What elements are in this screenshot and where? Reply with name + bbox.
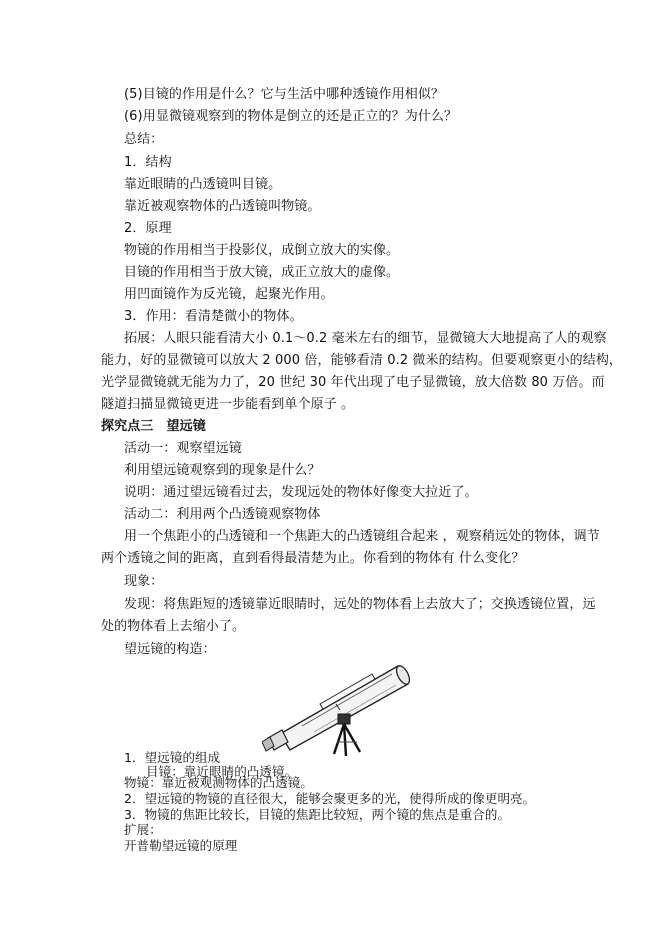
principle-line: 目镜的作用相当于放大镜，成正立放大的虚像。 <box>124 265 400 280</box>
extension-line: 隧道扫描显微镜更进一步能看到单个原子 。 <box>101 397 355 412</box>
function-line: 3．作用：看清楚微小的物体。 <box>124 309 303 324</box>
activity-two-line: 两个透镜之间的距离，直到看得最清楚为止。你看到的物体有 什么变化？ <box>101 551 525 566</box>
extension-line: 能力，好的显微镜可以放大 2 000 倍，能够看清 0.2 微米的结构。但要观察更小的结构， <box>101 353 623 368</box>
principle-line: 物镜的作用相当于投影仪，成倒立放大的实像。 <box>124 243 400 258</box>
construction-label: 望远镜的构造： <box>124 642 216 657</box>
structure-line: 靠近被观察物体的凸透镜叫物镜。 <box>124 199 321 214</box>
extension-heading: 扩展： <box>124 822 162 837</box>
structure-heading: 1．结构 <box>124 155 172 170</box>
kepler-line: 开普勒望远镜的原理 <box>124 838 238 853</box>
phenomenon-label: 现象： <box>124 574 164 589</box>
section-heading: 探究点三 望远镜 <box>101 419 206 434</box>
question-5: (5)目镜的作用是什么？它与生活中哪种透镜作用相似？ <box>124 87 445 102</box>
finding-line: 发现：将焦距短的透镜靠近眼睛时，远处的物体看上去放大了；交换透镜位置，远 <box>124 597 596 612</box>
activity-question: 利用望远镜观察到的现象是什么？ <box>124 463 321 478</box>
composition-heading: 1．望远镜的组成 <box>124 750 221 765</box>
extension-line: 光学显微镜就无能为力了，20 世纪 30 年代出现了电子显微镜，放大倍数 80 万倍。而 <box>101 375 605 390</box>
telescope-illustration <box>262 652 414 756</box>
principle-line: 用凹面镜作为反光镜，起聚光作用。 <box>124 287 334 302</box>
eyepiece-line: 目镜：靠近眼睛的凸透镜。 <box>146 764 298 779</box>
point-two: 2．望远镜的物镜的直径很大，能够会聚更多的光，使得所成的像更明亮。 <box>124 791 536 806</box>
activity-two: 活动二：利用两个凸透镜观察物体 <box>124 507 321 522</box>
point-three: 3．物镜的焦距比较长，目镜的焦距比较短，两个镜的焦点是重合的。 <box>124 807 511 822</box>
finding-line: 处的物体看上去缩小了。 <box>101 619 246 634</box>
explanation: 说明：通过望远镜看过去，发现远处的物体好像变大拉近了。 <box>124 485 478 500</box>
extension-line: 拓展：人眼只能看清大小 0.1～0.2 毫米左右的细节，显微镜大大地提高了人的观察 <box>124 331 607 346</box>
objective-line: 物镜：靠近被观测物体的凸透镜。 <box>124 775 314 790</box>
summary-heading: 总结： <box>124 132 164 147</box>
question-6: (6)用显微镜观察到的物体是倒立的还是正立的？为什么？ <box>124 109 458 124</box>
activity-two-line: 用一个焦距小的凸透镜和一个焦距大的凸透镜组合起来 ，观察稍远处的物体，调节 <box>124 529 600 544</box>
structure-line: 靠近眼睛的凸透镜叫目镜。 <box>124 177 282 192</box>
principle-heading: 2．原理 <box>124 221 172 236</box>
activity-one: 活动一：观察望远镜 <box>124 441 242 456</box>
